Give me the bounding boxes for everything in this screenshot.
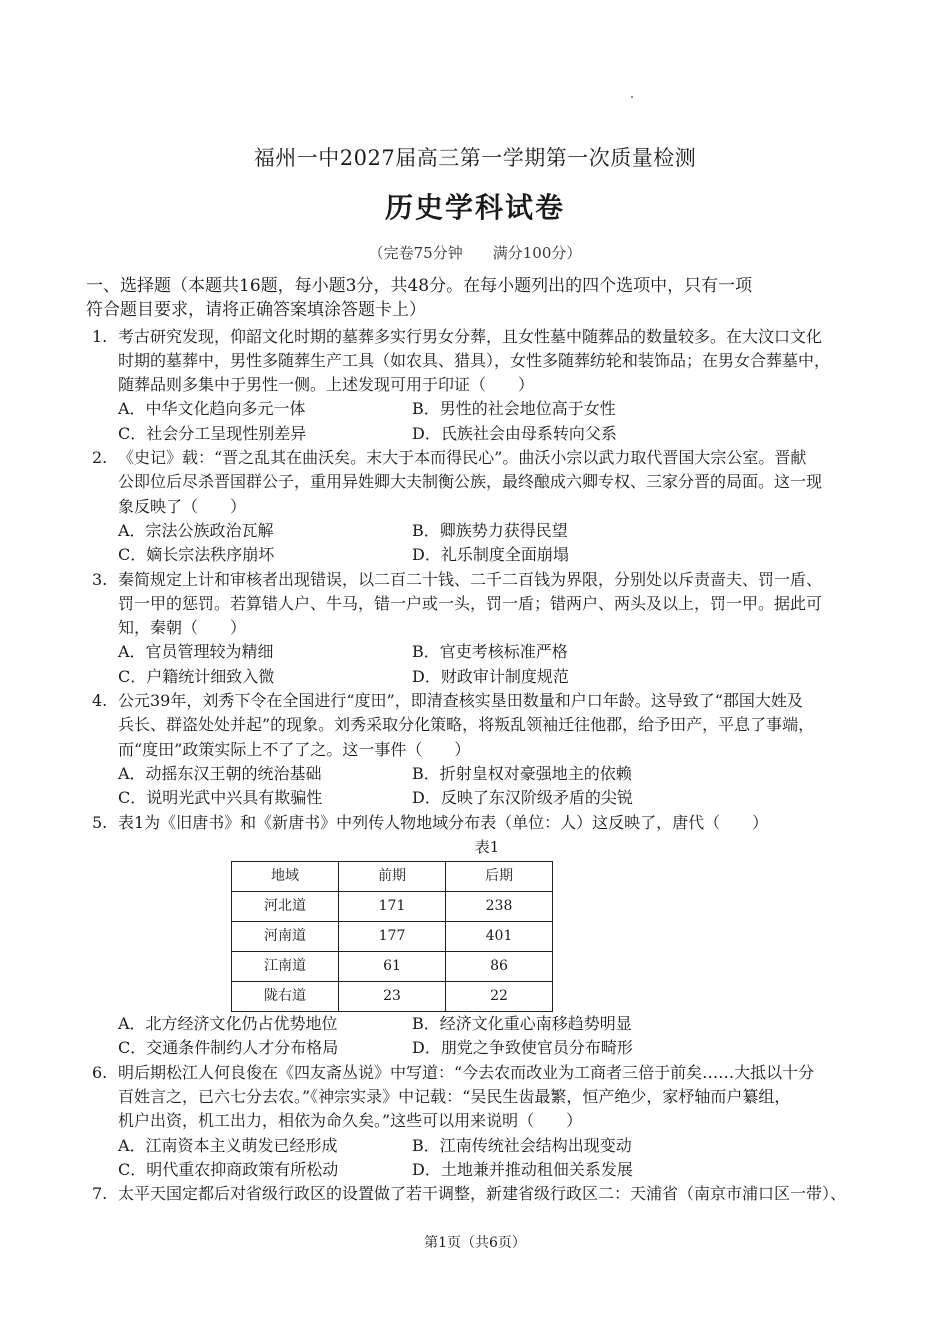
table-cell: 23 (339, 982, 446, 1012)
exam-content (86, 274, 856, 1207)
answer-option: D．氏族社会由母系转向父系 (412, 423, 617, 443)
section-intro (86, 274, 856, 323)
question-stem-text: 时期的墓葬中，男性多随葬生产工具（如农具、猎具），女性多随葬纺轮和装饰品；在男女合葬墓中， (118, 350, 831, 370)
answer-options (86, 1012, 856, 1061)
question-stem-text: 象反映了（ ） (118, 496, 247, 516)
question-number: 1. (92, 326, 108, 346)
table-cell: 河北道 (232, 892, 339, 922)
table-cell: 河南道 (232, 922, 339, 952)
question-stem-text: 太平天国定都后对省级行政区的设置做了若干调整，新建省级行政区二：天浦省（南京市浦口区一带）、 (118, 1184, 847, 1204)
page-title: 历史学科试卷 (384, 191, 565, 224)
page-number-footer: 第1页（共6页） (424, 1235, 526, 1251)
answer-option: D．礼乐制度全面崩塌 (412, 545, 569, 565)
answer-option: C．户籍统计细致入微 (118, 666, 275, 686)
question-number: 4. (92, 691, 108, 711)
exam-duration-score: （完卷75分钟 满分100分） (368, 244, 582, 262)
answer-option: C．说明光武中兴具有欺骗性 (118, 788, 323, 808)
table-header-cell: 后期 (446, 862, 553, 892)
question-stem-first-line (86, 1061, 856, 1085)
question-stem-line (86, 349, 856, 373)
question-number: 5. (92, 812, 108, 832)
question (86, 811, 856, 1061)
question-number: 7. (92, 1184, 108, 1204)
table-cell: 401 (446, 922, 553, 952)
question-stem-text: 考古研究发现，仰韶文化时期的墓葬多实行男女分葬，且女性墓中随葬品的数量较多。在大汶口文化 (118, 326, 823, 346)
question-stem-first-line (86, 1182, 856, 1206)
school-exam-line: 福州一中2027届高三第一学期第一次质量检测 (253, 146, 697, 170)
scan-speck (631, 96, 633, 98)
answer-option: C．嫡长宗法秩序崩坏 (118, 545, 275, 565)
question-stem-text: 罚一甲的惩罚。若算错人户、牛马，错一户或一头，罚一盾；错两户、两头及以上，罚一甲。据此可 (118, 593, 823, 613)
answer-option: B．经济文化重心南移趋势明显 (412, 1014, 632, 1034)
question-stem-text: 秦简规定上计和审核者出现错误，以二百二十钱、二千二百钱为界限，分别处以斥责啬夫、罚一盾、 (118, 569, 823, 589)
question (86, 689, 856, 810)
question-stem-line (86, 592, 856, 616)
answer-option: D．反映了东汉阶级矛盾的尖锐 (412, 788, 633, 808)
answer-option: A．宗法公族政治瓦解 (118, 520, 274, 540)
table-row (232, 892, 553, 922)
question-stem-line (86, 616, 856, 640)
question-stem-text: 机户出资，机工出力，相依为命久矣。”这些可以用来说明（ ） (118, 1111, 583, 1131)
answer-options (86, 397, 856, 446)
question-stem-first-line (86, 325, 856, 349)
question-stem-text: 明后期松江人何良俊在《四友斋丛说》中写道：“今去农而改业为工商者三倍于前矣……大抵以十分 (118, 1062, 815, 1082)
question-stem-text: 而“度田”政策实际上不了了之。这一事件（ ） (118, 739, 471, 759)
table-row (232, 982, 553, 1012)
answer-option: C．社会分工呈现性别差异 (118, 423, 307, 443)
answer-option: A．官员管理较为精细 (118, 642, 274, 662)
question-stem-text: 《史记》载：“晋之乱其在曲沃矣。末大于本而得民心”。曲沃小宗以武力取代晋国大宗公室。晋献 (118, 448, 807, 468)
question-stem-text: 公即位后尽杀晋国群公子，重用异姓卿大夫制衡公族，最终酿成六卿专权、三家分晋的局面。这一现 (118, 472, 823, 492)
question-stem-line (86, 713, 856, 737)
question-stem-line (86, 470, 856, 494)
table-cell: 江南道 (232, 952, 339, 982)
question-stem-first-line (86, 811, 856, 835)
table-row (232, 952, 553, 982)
table-row (232, 922, 553, 952)
section-intro-line: 符合题目要求，请将正确答案填涂答题卡上） (86, 300, 426, 321)
answer-option: A．动摇东汉王朝的统治基础 (118, 763, 322, 783)
question-stem-line (86, 738, 856, 762)
question-stem-first-line (86, 568, 856, 592)
question-stem-line (86, 495, 856, 519)
question-stem-text: 知，秦朝（ ） (118, 618, 247, 638)
question (86, 1061, 856, 1182)
question-stem-first-line (86, 689, 856, 713)
table-header-cell: 前期 (339, 862, 446, 892)
question (86, 1182, 856, 1206)
answer-option: A．江南资本主义萌发已经形成 (118, 1135, 338, 1155)
question-stem-text: 表1为《旧唐书》和《新唐书》中列传人物地域分布表（单位：人）这反映了，唐代（ ） (118, 812, 769, 832)
table-header-cell: 地域 (232, 862, 339, 892)
table-cell: 61 (339, 952, 446, 982)
answer-option: D．土地兼并推动租佃关系发展 (412, 1159, 633, 1179)
question-number: 3. (92, 569, 108, 589)
question-stem-line (86, 1085, 856, 1109)
answer-option: C．明代重农抑商政策有所松动 (118, 1159, 339, 1179)
table-cell: 238 (446, 892, 553, 922)
table-header-row (232, 862, 553, 892)
table-cell: 86 (446, 952, 553, 982)
answer-option: A．北方经济文化仍占优势地位 (118, 1014, 338, 1034)
question (86, 568, 856, 689)
answer-options (86, 762, 856, 811)
answer-option: A．中华文化趋向多元一体 (118, 399, 306, 419)
answer-options (86, 519, 856, 568)
question-stem-text: 公元39年，刘秀下令在全国进行“度田”，即清查核实垦田数量和户口年龄。这导致了“郡国大姓及 (118, 691, 803, 711)
section-intro-line: 一、选择题（本题共16题，每小题3分，共48分。在每小题列出的四个选项中，只有一项 (86, 276, 753, 296)
question-list (86, 325, 856, 1207)
answer-option: B．江南传统社会结构出现变动 (412, 1135, 632, 1155)
answer-option: B．官吏考核标准严格 (412, 642, 568, 662)
question (86, 325, 856, 446)
question-stem-first-line (86, 446, 856, 470)
question-stem-line (86, 373, 856, 397)
table-cell: 陇右道 (232, 982, 339, 1012)
question-number: 6. (92, 1062, 108, 1082)
question-stem-line (86, 1109, 856, 1133)
answer-option: D．财政审计制度规范 (412, 666, 569, 686)
question-stem-text: 随葬品则多集中于男性一侧。上述发现可用于印证（ ） (118, 375, 535, 395)
table-cell: 22 (446, 982, 553, 1012)
answer-option: B．男性的社会地位高于女性 (412, 399, 616, 419)
table-cell: 177 (339, 922, 446, 952)
question (86, 446, 856, 567)
answer-option: D．朋党之争致使官员分布畸形 (412, 1038, 633, 1058)
table-caption: 表1 (474, 837, 500, 856)
question-stem-text: 兵长、群盗处处并起”的现象。刘秀采取分化策略，将叛乱领袖迁往他郡，给予田产，平息了事端， (118, 715, 815, 735)
answer-options (86, 640, 856, 689)
answer-options (86, 1134, 856, 1183)
answer-option: C．交通条件制约人才分布格局 (118, 1038, 339, 1058)
question-stem-text: 百姓言之，已六七分去农。”《神宗实录》中记载：“吴民生齿最繁，恒产绝少，家杼轴而户纂组， (118, 1087, 791, 1107)
answer-option: B．折射皇权对豪强地主的依赖 (412, 763, 632, 783)
answer-option: B．卿族势力获得民望 (412, 520, 568, 540)
table-cell: 171 (339, 892, 446, 922)
question-number: 2. (92, 448, 108, 468)
data-table (231, 861, 553, 1012)
